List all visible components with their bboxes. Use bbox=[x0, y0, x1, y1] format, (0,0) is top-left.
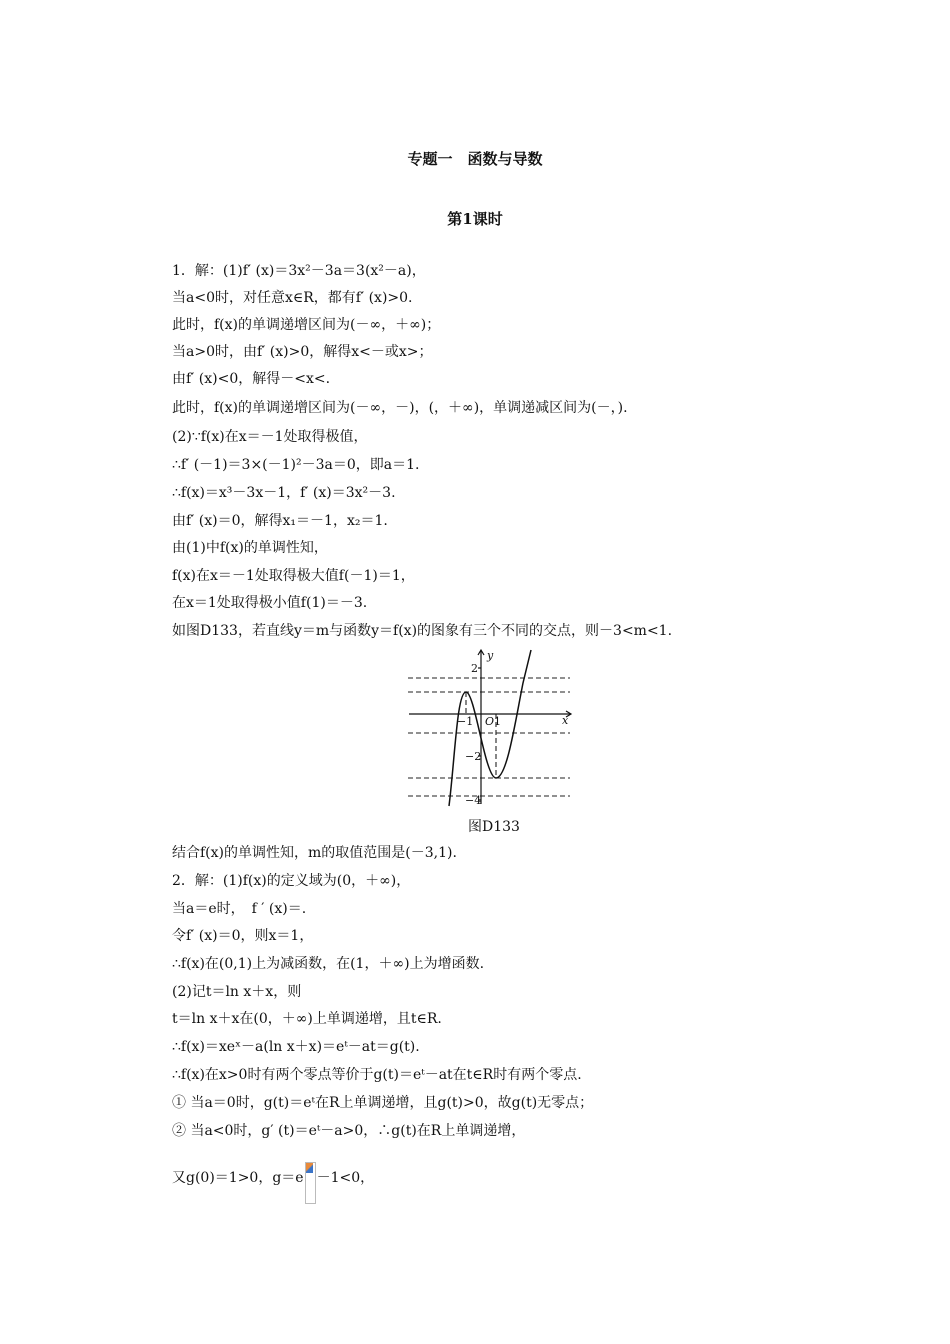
text-line: 2．解：(1)f(x)的定义域为(0，＋∞)， bbox=[172, 873, 411, 889]
text-line: ∴f′ (－1)＝3×(－1)²－3a＝0，即a＝1. bbox=[172, 457, 420, 473]
text-line: (2)∵f(x)在x＝－1处取得极值， bbox=[172, 429, 368, 445]
text-line-last bbox=[172, 1162, 374, 1204]
text-line: 当a＝e时， f ′ (x)＝. bbox=[172, 901, 307, 917]
tick-label-2: 2 bbox=[471, 662, 478, 675]
section-title: 第1课时 bbox=[447, 210, 503, 228]
text-line: ② 当a<0时，g′ (t)＝eᵗ－a>0，∴g(t)在R上单调递增， bbox=[172, 1123, 526, 1139]
text-line: ∴f(x)在x>0时有两个零点等价于g(t)＝eᵗ－at在t∈R时有两个零点. bbox=[172, 1067, 582, 1083]
text-line: ∴f(x)＝x³－3x－1，f′ (x)＝3x²－3. bbox=[172, 485, 396, 501]
text-line: ① 当a＝0时，g(t)＝eᵗ在R上单调递增，且g(t)>0，故g(t)无零点； bbox=[172, 1095, 594, 1111]
text-line: 在x＝1处取得极小值f(1)＝－3. bbox=[172, 595, 368, 611]
text-line: ∴f(x)在(0,1)上为减函数，在(1，＋∞)上为增函数. bbox=[172, 956, 485, 972]
broken-image-icon bbox=[305, 1162, 316, 1204]
text-line: 当a<0时，对任意x∈R，都有f′ (x)>0. bbox=[172, 290, 413, 306]
last-line-after: －1<0， bbox=[316, 1170, 375, 1186]
figure-caption: 图D133 bbox=[468, 819, 520, 835]
text-line: 结合f(x)的单调性知，m的取值范围是(－3,1). bbox=[172, 845, 457, 861]
text-line: (2)记t＝ln x＋x，则 bbox=[172, 984, 302, 1000]
text-line: ∴f(x)＝xeˣ－a(ln x＋x)＝eᵗ－at＝g(t). bbox=[172, 1039, 420, 1055]
text-line: 如图D133，若直线y＝m与函数y＝f(x)的图象有三个不同的交点，则－3<m<1. bbox=[172, 623, 673, 639]
tick-label-neg2: −2 bbox=[465, 750, 482, 763]
text-line: f(x)在x＝－1处取得极大值f(－1)＝1， bbox=[172, 568, 415, 584]
text-line: t＝ln x＋x在(0，＋∞)上单调递增，且t∈R. bbox=[172, 1011, 442, 1027]
text-line: 1．解：(1)f′ (x)＝3x²－3a＝3(x²－a)， bbox=[172, 263, 426, 279]
last-line-before: 又g(0)＝1>0，g＝e bbox=[172, 1170, 304, 1186]
tick-label-neg1: −1 bbox=[457, 715, 474, 728]
tick-label-1: 1 bbox=[494, 715, 501, 728]
text-line: 由f′ (x)<0，解得－<x<. bbox=[172, 371, 331, 387]
axis-label-x: x bbox=[562, 714, 569, 727]
origin-label: O bbox=[485, 715, 495, 728]
text-line: 此时，f(x)的单调递增区间为(－∞，－)，(，＋∞)，单调递减区间为(－，). bbox=[172, 400, 628, 416]
text-line: 由(1)中f(x)的单调性知， bbox=[172, 540, 328, 556]
axis-label-y: y bbox=[487, 649, 494, 662]
text-line: 令f′ (x)＝0，则x＝1， bbox=[172, 928, 314, 944]
function-graph-figure bbox=[405, 648, 575, 808]
page-title: 专题一 函数与导数 bbox=[407, 150, 543, 168]
text-line: 此时，f(x)的单调递增区间为(－∞，＋∞)； bbox=[172, 317, 441, 333]
text-line: 由f′ (x)＝0，解得x₁＝－1，x₂＝1. bbox=[172, 513, 388, 529]
tick-label-neg4: −4 bbox=[465, 794, 482, 807]
text-line: 当a>0时，由f′ (x)>0，解得x<－或x>； bbox=[172, 344, 433, 360]
